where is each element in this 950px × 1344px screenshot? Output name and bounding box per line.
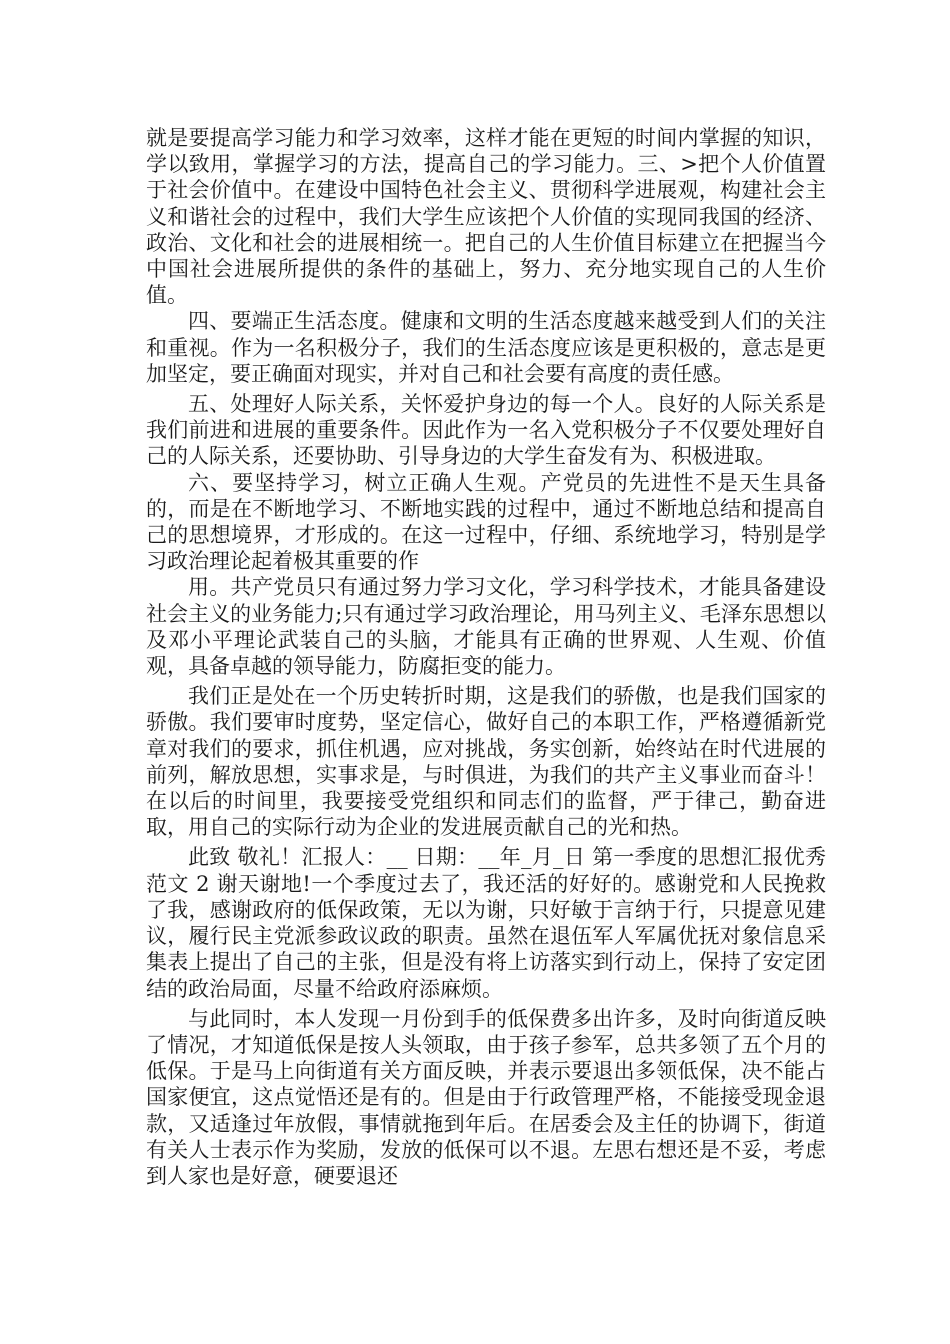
paragraph-1: 就是要提高学习能力和学习效率，这样才能在更短的时间内掌握的知识，学以致用，掌握学习的方法，提高自己的学习能力。三、>把个人价值置于社会价值中。在建设中国特色社会主义、贯彻科学进展观，构建社会主义和谐社会的过程中，我们大学生应该把个人价值的实现同我国的经济、政治、文化和社会的进展相统一。把自己的人生价值目标建立在把握当今中国社会进展所提供的条件的基础上，努力、充分地实现自己的人生价值。 xyxy=(146,126,826,308)
paragraph-8: 与此同时，本人发现一月份到手的低保费多出许多，及时向街道反映了情况，才知道低保是按人头领取，由于孩子参军，总共多领了五个月的低保。于是马上向街道有关方面反映，并表示要退出多领低保，决不能占国家便宜，这点觉悟还是有的。但是由于行政管理严格，不能接受现金退款，又适逢过年放假，事情就拖到年后。在居委会及主任的协调下，街道有关人士表示作为奖励，发放的低保可以不退。左思右想还是不妥，考虑到人家也是好意，硬要退还 xyxy=(146,1006,826,1188)
paragraph-3: 五、处理好人际关系，关怀爱护身边的每一个人。良好的人际关系是我们前进和进展的重要条件。因此作为一名入党积极分子不仅要处理好自己的人际关系，还要协助、引导身边的大学生奋发有为、积极进取。 xyxy=(146,392,826,469)
paragraph-5: 用。共产党员只有通过努力学习文化，学习科学技术，才能具备建设社会主义的业务能力;只有通过学习政治理论，用马列主义、毛泽东思想以及邓小平理论武装自己的头脑，才能具有正确的世界观、人生观、价值观，具备卓越的领导能力，防腐拒变的能力。 xyxy=(146,575,826,679)
paragraph-6: 我们正是处在一个历史转折时期，这是我们的骄傲，也是我们国家的骄傲。我们要审时度势，坚定信心，做好自己的本职工作，严格遵循新党章对我们的要求，抓住机遇，应对挑战，务实创新，始终站在时代进展的前列，解放思想，实事求是，与时俱进，为我们的共产主义事业而奋斗！ 在以后的时间里，我要接受党组织和同志们的监督，严于律己，勤奋进取，用自己的实际行动为企业的发进展贡献自己的光和热。 xyxy=(146,684,833,840)
paragraph-4: 六、要坚持学习，树立正确人生观。产党员的先进性不是天生具备的，而是在不断地学习、不断地实践的过程中，通过不断地总结和提高自己的思想境界，才形成的。在这一过程中，仔细、系统地学习，特别是学习政治理论起着极其重要的作 xyxy=(146,470,826,574)
document-page xyxy=(146,125,833,1189)
paragraph-7: 此致 敬礼！汇报人：__ 日期：__年_月_日 第一季度的思想汇报优秀范文 2 谢天谢地!一个季度过去了，我还活的好好的。感谢党和人民挽救了我，感谢政府的低保政策，无以为谢，只好敏于言纳于行，只提意见建议，履行民主党派参政议政的职责。虽然在退伍军人军属优抚对象信息采集表上提出了自己的主张，但是没有将上访落实到行动上，保持了安定团结的政治局面，尽量不给政府添麻烦。 xyxy=(146,845,826,1001)
paragraph-2: 四、要端正生活态度。健康和文明的生活态度越来越受到人们的关注和重视。作为一名积极分子，我们的生活态度应该是更积极的，意志是更加坚定，要正确面对现实，并对自己和社会要有高度的责任感。 xyxy=(146,309,826,386)
